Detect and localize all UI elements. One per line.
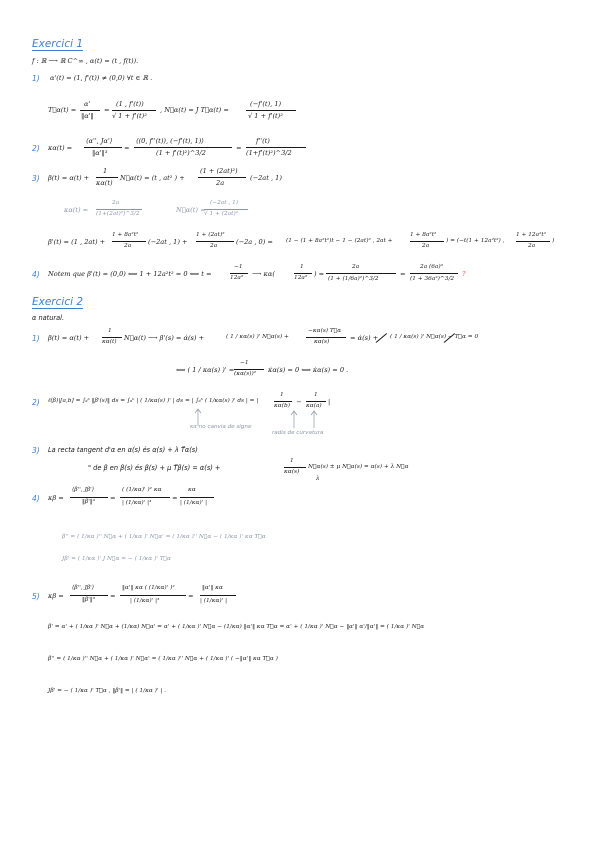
ex2-parametrization: α natural. — [32, 314, 65, 322]
ex2-item-1-number: 1) — [32, 334, 40, 343]
aside-second-derivative: β'' = ( 1/κα )'' N⃗α + ( 1/κα )' N⃗α' = ( 1/κα )'' N⃗α − ( 1/κα )' κα T⃗α — [62, 534, 266, 540]
evolute-second-derivative: β'' = ( 1/κα )'' N⃗α + ( 1/κα )' N⃗α' = ( 1/κα )'' N⃗α + ( 1/κα )' ( −‖α'‖ κα T⃗α ) — [48, 656, 278, 662]
evolute-first-derivative: β' = α' + ( 1/κα )' N⃗α + (1/κα) N⃗α' = α' + ( 1/κα )' N⃗α − (1/κα) ‖α'‖ κα T⃗α = α' + ( 1/κα )' N⃗α − ‖α'‖ α'/‖α'‖ = ( 1/κα )' N⃗α — [48, 624, 425, 630]
curvature-num2: ⟨(0, f''(t)), (−f'(t), 1)⟩ — [136, 137, 204, 145]
ex1-item-3-number: 3) — [32, 174, 40, 183]
tangent-lhs: T⃗α(t) = — [48, 106, 77, 114]
ex1-regularity: α'(t) = (1, f'(t)) ≠ (0,0) ∀t ∈ ℝ . — [50, 74, 153, 82]
singular-point-text: Notem que β'(t) = (0,0) ⟺ 1 + 12a²t² = 0 ⟺ t = — [48, 270, 212, 278]
ex1-item-4-number: 4) — [32, 270, 40, 279]
curvature-lhs: κα(t) = — [48, 144, 73, 152]
aside-normal-lhs: N⃗α(t) = — [176, 206, 206, 214]
ex1-item-1-number: 1) — [32, 74, 40, 83]
ex2-item-5-number: 5) — [32, 592, 40, 601]
evolute-mid: N⃗α(t) = (t , at² ) + — [120, 174, 185, 182]
ex1-item-2-number: 2) — [32, 144, 40, 153]
curvature-num1: ⟨α'', Jα'⟩ — [86, 137, 113, 145]
ex2-title: Exercici 2 — [32, 296, 84, 308]
note-arrows — [190, 406, 330, 430]
aside-rotated-derivative: Jβ' = ( 1/κα )' J N⃗α = − ( 1/κα )' T⃗α — [62, 556, 171, 562]
normal-num: (−f'(t), 1) — [250, 100, 282, 108]
question-mark: ? — [462, 270, 466, 278]
tangent-num1: α' — [84, 100, 91, 108]
note-radius-curvature: radis de curvatura — [272, 430, 324, 436]
curvature-num3: f''(t) — [256, 137, 270, 145]
tangent-eq: = — [104, 106, 110, 114]
normal-den: √ 1 + f'(t)² — [248, 112, 283, 120]
aside-curvature-lhs: κα(t) = — [64, 206, 89, 214]
evolute-rotated-and-norm: Jβ' = − ( 1/κα )' T⃗α , ‖β'‖ = | ( 1/κα )' | . — [48, 688, 167, 694]
tangent-line-alpha: La recta tangent d'α en α(s) és α(s) + λ T⃗α(s) — [48, 446, 198, 454]
curvature-den3: (1+f'(t)²)^3/2 — [246, 149, 292, 157]
evolute-derivative-lhs: β'(t) = (1 , 2at) + — [48, 238, 106, 246]
ex1-title: Exercici 1 — [32, 38, 84, 50]
tangent-line-beta: " de β en β(s) és β(s) + μ T⃗β(s) = α(s) + — [88, 464, 221, 472]
ex1-definition: f : ℝ ⟶ ℝ C^∞ , α(t) = (t , f(t)). — [32, 57, 139, 65]
normal-lhs: , N⃗α(t) = J T⃗α(t) = — [160, 106, 229, 114]
evolute-tail: (−2at , 1) — [250, 174, 282, 182]
tangent-num2: (1 , f'(t)) — [116, 100, 144, 108]
curvature-den1: ‖α'‖³ — [92, 149, 108, 157]
arc-length-eq: ℓ(β)|[a,b] = ∫ₐᵇ ‖β'(s)‖ ds = ∫ₐᵇ | ( 1/κα(s) )' | ds = | ∫ₐᵇ ( 1/κα(s) )' ds | = | — [48, 398, 259, 404]
lambda-label: λ — [316, 476, 320, 482]
tangent-den1: ‖α'‖ — [81, 112, 94, 120]
ex2-item-2-number: 2) — [32, 398, 40, 407]
tangent-den2: √ 1 + f'(t)² — [112, 112, 147, 120]
ex2-item-4-number: 4) — [32, 494, 40, 503]
evolute-lhs: β(t) = α(t) + — [48, 174, 90, 182]
curvature-den2: (1 + f'(t)²)^3/2 — [156, 149, 206, 157]
note-curvature-sign: κα no canvia de signe — [190, 424, 252, 430]
ex2-item-3-number: 3) — [32, 446, 40, 455]
